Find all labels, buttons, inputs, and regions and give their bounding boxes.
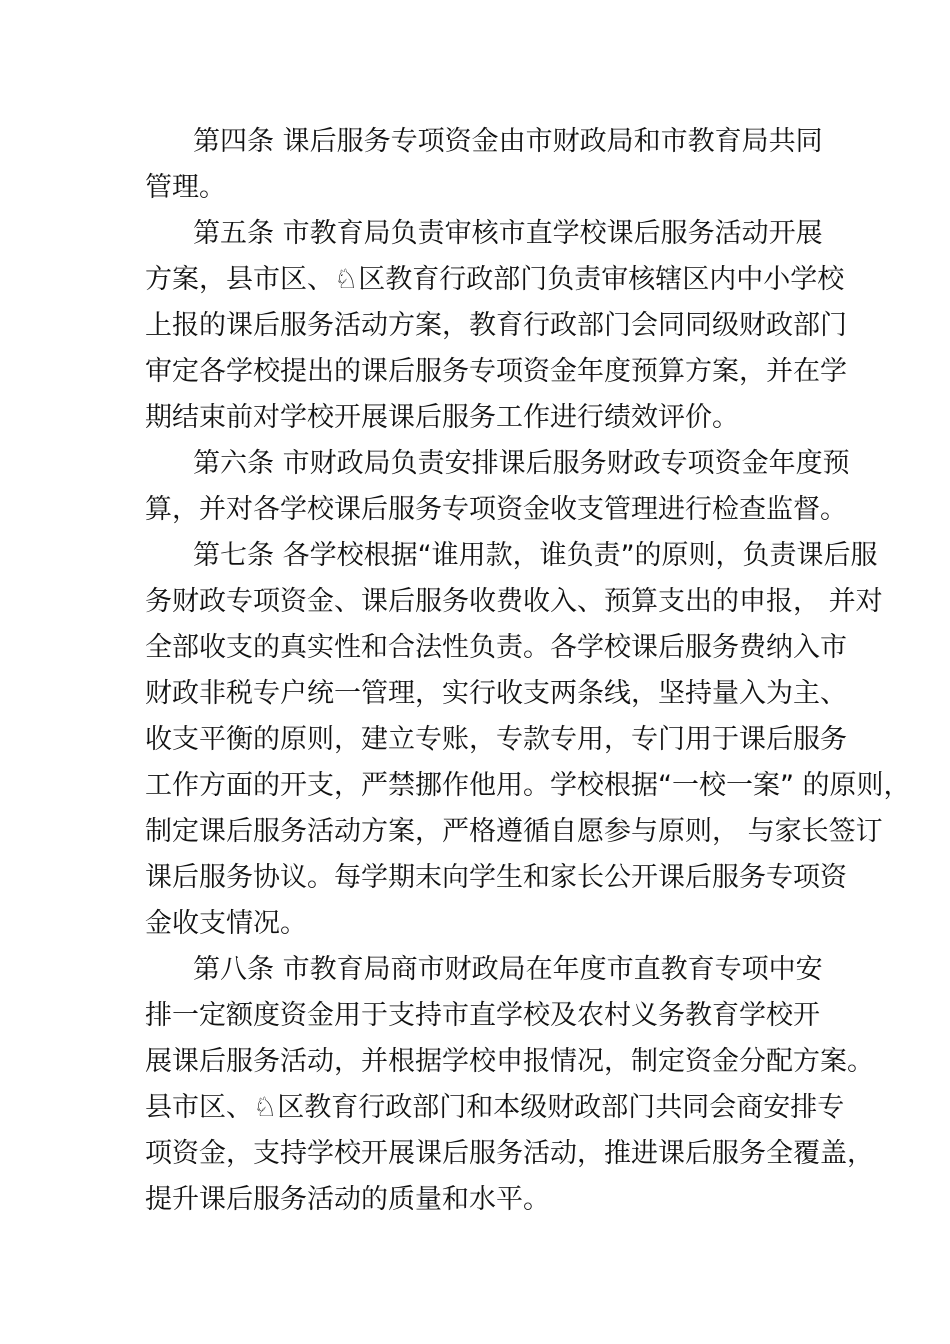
- text-line: 课后服务协议。每学期末向学生和家长公开课后服务专项资: [145, 862, 847, 893]
- text-line: 收支平衡的原则，建立专账，专款专用，专门用于课后服务: [145, 724, 847, 755]
- text-line: 方案，县市区、♘区教育行政部门负责审核辖区内中小学校: [145, 264, 845, 295]
- text-line: 第七条 各学校根据“谁用款，谁负责”的原则，负责课后服: [193, 540, 878, 571]
- text-line: 金收支情况。: [145, 908, 307, 939]
- text-line: 管理。: [145, 172, 226, 203]
- text-line: 排一定额度资金用于支持市直学校及农村义务教育学校开: [145, 1000, 820, 1031]
- text-line: 期结束前对学校开展课后服务工作进行绩效评价。: [145, 402, 739, 433]
- text-line: 第八条 市教育局商市财政局在年度市直教育专项中安: [193, 954, 823, 985]
- text-line: 算，并对各学校课后服务专项资金收支管理进行检查监督。: [145, 494, 847, 525]
- text-line: 审定各学校提出的课后服务专项资金年度预算方案，并在学: [145, 356, 847, 387]
- text-line: 全部收支的真实性和合法性负责。各学校课后服务费纳入市: [145, 632, 847, 663]
- text-line: 提升课后服务活动的质量和水平。: [145, 1184, 550, 1215]
- text-line: 务财政专项资金、课后服务收费收入、预算支出的申报， 并对: [145, 586, 883, 617]
- text-line: 县市区、♘区教育行政部门和本级财政部门共同会商安排专: [145, 1092, 845, 1123]
- text-line: 项资金，支持学校开展课后服务活动，推进课后服务全覆盖，: [145, 1138, 874, 1169]
- text-line: 第六条 市财政局负责安排课后服务财政专项资金年度预: [193, 448, 850, 479]
- text-line: 财政非税专户统一管理，实行收支两条线，坚持量入为主、: [145, 678, 847, 709]
- text-line: 上报的课后服务活动方案，教育行政部门会同同级财政部门: [145, 310, 847, 341]
- text-line: 制定课后服务活动方案，严格遵循自愿参与原则， 与家长签订: [145, 816, 883, 847]
- text-line: 工作方面的开支，严禁挪作他用。学校根据“一校一案” 的原则，: [145, 770, 911, 801]
- text-line: 展课后服务活动，并根据学校申报情况，制定资金分配方案。: [145, 1046, 874, 1077]
- text-line: 第四条 课后服务专项资金由市财政局和市教育局共同: [193, 126, 823, 157]
- text-line: 第五条 市教育局负责审核市直学校课后服务活动开展: [193, 218, 823, 249]
